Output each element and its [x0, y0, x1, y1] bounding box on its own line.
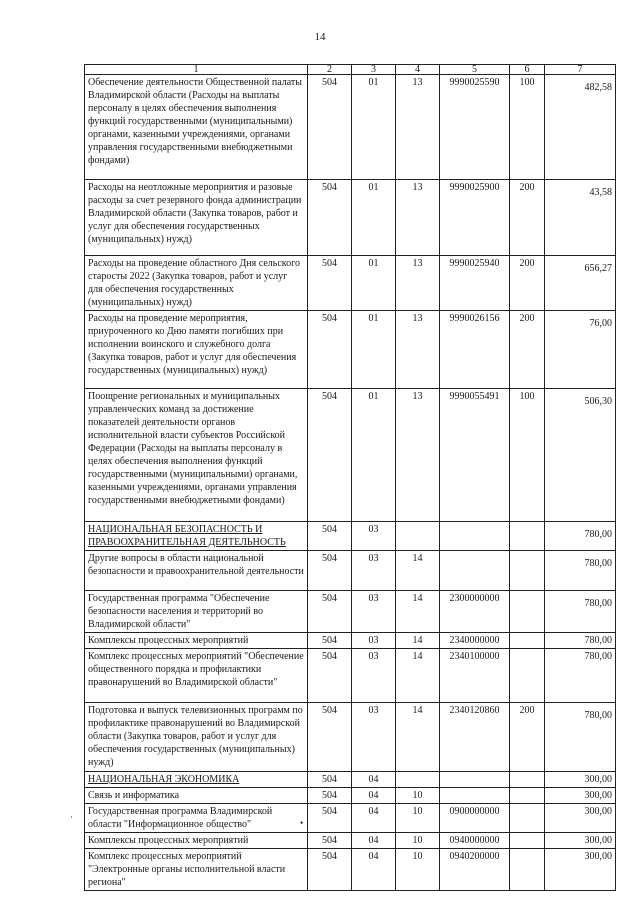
- row-name: Государственная программа Владимирской области "Информационное общество": [85, 804, 308, 833]
- table-row: [85, 649, 616, 703]
- header-cell: 5: [440, 65, 510, 75]
- row-col5: 9990026156: [440, 311, 510, 389]
- row-col4: 13: [396, 75, 440, 180]
- row-col5: [440, 772, 510, 788]
- table-row: [85, 522, 616, 551]
- row-col6: [510, 591, 545, 633]
- row-col4: 10: [396, 788, 440, 804]
- table-row: [85, 788, 616, 804]
- row-col4: 14: [396, 649, 440, 703]
- row-col2: 504: [308, 591, 352, 633]
- header-cell: 1: [85, 65, 308, 75]
- row-col4: 10: [396, 804, 440, 833]
- row-col5: 9990025900: [440, 180, 510, 256]
- row-col4: [396, 522, 440, 551]
- row-amount: 43,58: [545, 180, 616, 256]
- row-col3: 04: [352, 788, 396, 804]
- row-col6: 200: [510, 703, 545, 772]
- table-row: [85, 833, 616, 849]
- row-col4: 14: [396, 633, 440, 649]
- row-col2: 504: [308, 788, 352, 804]
- row-name: Комплекс процессных мероприятий "Обеспечение общественного порядка и профилактики правонарушений во Владимирской области": [85, 649, 308, 703]
- row-col4: 13: [396, 311, 440, 389]
- row-amount: 780,00: [545, 522, 616, 551]
- header-cell: 6: [510, 65, 545, 75]
- budget-table: [84, 64, 616, 891]
- row-col4: 14: [396, 551, 440, 591]
- row-amount: 780,00: [545, 591, 616, 633]
- header-cell: 2: [308, 65, 352, 75]
- scan-speck: •: [300, 818, 304, 828]
- section-title: НАЦИОНАЛЬНАЯ ЭКОНОМИКА: [85, 772, 308, 788]
- row-col3: 01: [352, 180, 396, 256]
- row-amount: 780,00: [545, 633, 616, 649]
- row-col2: 504: [308, 551, 352, 591]
- table-row: [85, 551, 616, 591]
- row-amount: 780,00: [545, 703, 616, 772]
- row-col3: 03: [352, 591, 396, 633]
- row-amount: 76,00: [545, 311, 616, 389]
- row-amount: 300,00: [545, 788, 616, 804]
- row-name: Комплекс процессных мероприятий "Электронные органы исполнительной власти региона": [85, 849, 308, 891]
- row-col6: 200: [510, 256, 545, 311]
- table-row: [85, 311, 616, 389]
- row-amount: 300,00: [545, 833, 616, 849]
- row-col5: [440, 522, 510, 551]
- row-name: Расходы на проведение мероприятия, приуроченного ко Дню памяти погибших при исполнении воинского и служебного долга (Закупка товаров, работ и услуг для обеспечения государственных (муниципальных) нужд): [85, 311, 308, 389]
- row-col4: 13: [396, 180, 440, 256]
- table-row: [85, 180, 616, 256]
- row-col4: [396, 772, 440, 788]
- row-name: Расходы на неотложные мероприятия и разовые расходы за счет резервного фонда администрации Владимирской области (Закупка товаров, работ и услуг для обеспечения государственных (муниципальных) нужд): [85, 180, 308, 256]
- row-col6: [510, 649, 545, 703]
- row-amount: 300,00: [545, 849, 616, 891]
- row-col5: [440, 788, 510, 804]
- row-col5: 9990025940: [440, 256, 510, 311]
- row-col6: [510, 804, 545, 833]
- row-col3: 03: [352, 633, 396, 649]
- row-col2: 504: [308, 849, 352, 891]
- row-col6: 200: [510, 180, 545, 256]
- row-col6: [510, 833, 545, 849]
- margin-mark: ·: [70, 812, 73, 822]
- page-number: 14: [314, 31, 326, 43]
- row-amount: 300,00: [545, 772, 616, 788]
- row-col6: [510, 633, 545, 649]
- row-name: Поощрение региональных и муниципальных управленческих команд за достижение показателей деятельности органов исполнительной власти субъектов Российской Федерации (Расходы на выплаты персоналу в целях обеспечения выполнения функций государственными (муниципальными) органами, казенными учреждениями, органами управления государственными внебюджетными фондами): [85, 389, 308, 522]
- row-col3: 04: [352, 849, 396, 891]
- row-col3: 01: [352, 389, 396, 522]
- row-col6: [510, 772, 545, 788]
- row-name: Подготовка и выпуск телевизионных программ по профилактике правонарушений во Владимирской области (Закупка товаров, работ и услуг для обеспечения государственных (муниципальных) нужд): [85, 703, 308, 772]
- row-col2: 504: [308, 804, 352, 833]
- header-cell: 7: [545, 65, 616, 75]
- table-row: [85, 256, 616, 311]
- row-col4: 13: [396, 389, 440, 522]
- row-col6: [510, 551, 545, 591]
- header-cell: 3: [352, 65, 396, 75]
- row-col5: 2340120860: [440, 703, 510, 772]
- table-row: [85, 389, 616, 522]
- row-col4: 14: [396, 703, 440, 772]
- header-cell: 4: [396, 65, 440, 75]
- section-title: НАЦИОНАЛЬНАЯ БЕЗОПАСНОСТЬ И ПРАВООХРАНИТЕЛЬНАЯ ДЕЯТЕЛЬНОСТЬ: [85, 522, 308, 551]
- table-row: [85, 849, 616, 891]
- row-col5: 0900000000: [440, 804, 510, 833]
- row-col6: 100: [510, 75, 545, 180]
- row-col5: 2340100000: [440, 649, 510, 703]
- row-col3: 04: [352, 804, 396, 833]
- row-col6: [510, 788, 545, 804]
- row-amount: 300,00: [545, 804, 616, 833]
- row-col4: 10: [396, 849, 440, 891]
- row-amount: 482,58: [545, 75, 616, 180]
- table-row: [85, 633, 616, 649]
- row-name: Комплексы процессных мероприятий: [85, 833, 308, 849]
- table-header-row: [85, 65, 616, 75]
- row-col3: 03: [352, 522, 396, 551]
- row-col4: 13: [396, 256, 440, 311]
- row-col5: 9990055491: [440, 389, 510, 522]
- row-col2: 504: [308, 703, 352, 772]
- row-col4: 14: [396, 591, 440, 633]
- row-col5: 9990025590: [440, 75, 510, 180]
- row-col2: 504: [308, 311, 352, 389]
- row-amount: 780,00: [545, 551, 616, 591]
- row-col6: [510, 522, 545, 551]
- row-name: Государственная программа "Обеспечение безопасности населения и территорий во Владимирской области": [85, 591, 308, 633]
- row-col3: 04: [352, 833, 396, 849]
- row-col5: 0940000000: [440, 833, 510, 849]
- row-col6: 100: [510, 389, 545, 522]
- row-col2: 504: [308, 522, 352, 551]
- row-col2: 504: [308, 649, 352, 703]
- row-col2: 504: [308, 75, 352, 180]
- table-row: [85, 591, 616, 633]
- row-col3: 03: [352, 551, 396, 591]
- row-col4: 10: [396, 833, 440, 849]
- row-amount: 506,30: [545, 389, 616, 522]
- row-col6: [510, 849, 545, 891]
- row-name: Расходы на проведение областного Дня сельского старосты 2022 (Закупка товаров, работ и услуг для обеспечения государственных (муниципальных) нужд): [85, 256, 308, 311]
- row-col3: 01: [352, 256, 396, 311]
- row-col5: [440, 551, 510, 591]
- table-row: [85, 772, 616, 788]
- row-col2: 504: [308, 633, 352, 649]
- row-name: Обеспечение деятельности Общественной палаты Владимирской области (Расходы на выплаты персоналу в целях обеспечения выполнения функций государственными (муниципальными) органами, казенными учреждениями, органами управления государственными внебюджетными фондами): [85, 75, 308, 180]
- row-col5: 2340000000: [440, 633, 510, 649]
- row-col3: 03: [352, 703, 396, 772]
- row-amount: 656,27: [545, 256, 616, 311]
- row-col3: 01: [352, 311, 396, 389]
- row-col2: 504: [308, 833, 352, 849]
- row-col3: 01: [352, 75, 396, 180]
- row-col2: 504: [308, 256, 352, 311]
- row-col5: 0940200000: [440, 849, 510, 891]
- table-row: [85, 703, 616, 772]
- row-col2: 504: [308, 772, 352, 788]
- row-col2: 504: [308, 389, 352, 522]
- row-col3: 04: [352, 772, 396, 788]
- row-name: Комплексы процессных мероприятий: [85, 633, 308, 649]
- table-row: [85, 804, 616, 833]
- row-col2: 504: [308, 180, 352, 256]
- row-col3: 03: [352, 649, 396, 703]
- row-col5: 2300000000: [440, 591, 510, 633]
- row-name: Связь и информатика: [85, 788, 308, 804]
- row-col6: 200: [510, 311, 545, 389]
- row-amount: 780,00: [545, 649, 616, 703]
- table-row: [85, 75, 616, 180]
- row-name: Другие вопросы в области национальной безопасности и правоохранительной деятельности: [85, 551, 308, 591]
